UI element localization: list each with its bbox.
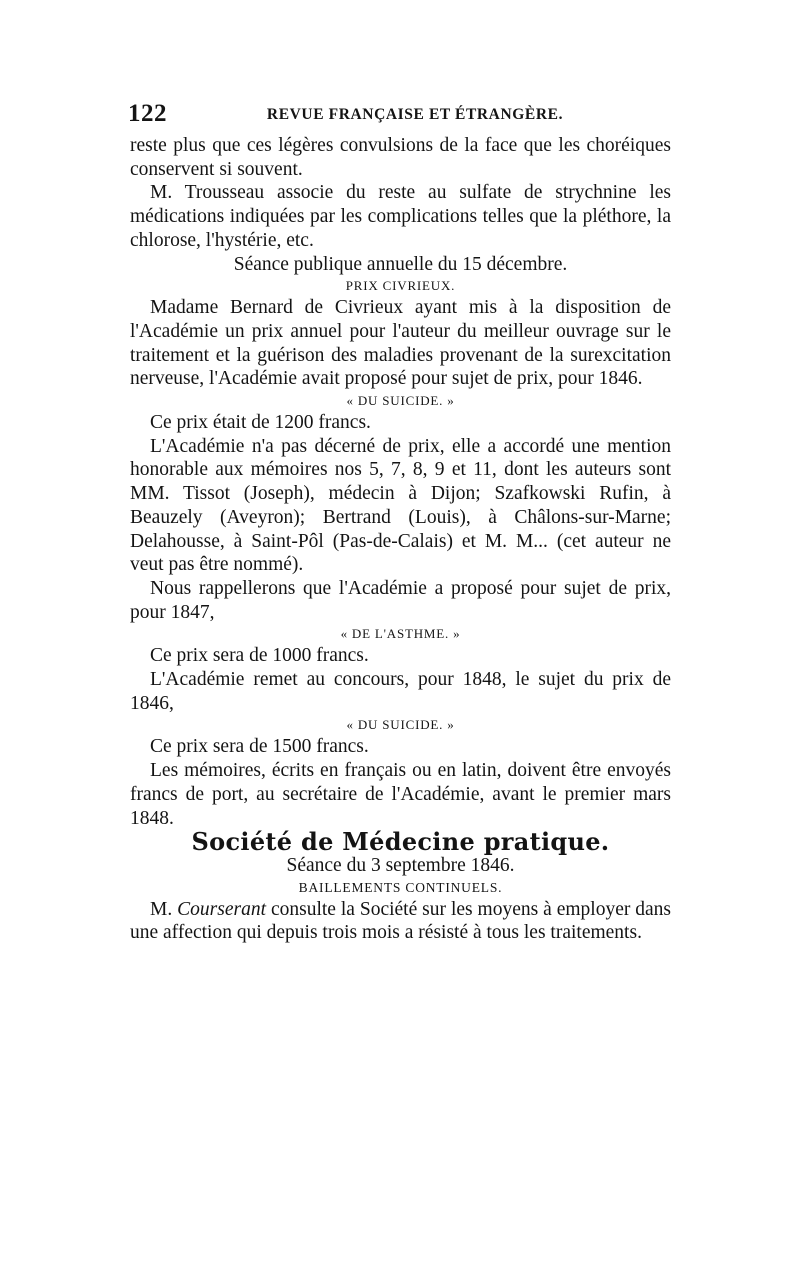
session-date: Séance du 3 septembre 1846. bbox=[286, 854, 515, 876]
paragraph: Ce prix sera de 1000 francs. bbox=[150, 645, 369, 667]
paragraph: Madame Bernard de Civrieux ayant mis à la disposition de l'Académie un prix annuel pour l'auteur du meilleur ouvrage sur le traitement et la guérison des maladies provenant de la surexcitation nerveuse, l'Académie avait proposé pour sujet de prix, pour 1846. bbox=[130, 297, 671, 390]
paragraph: reste plus que ces légères convulsions de la face que les choréiques conservent si souvent. bbox=[130, 135, 671, 180]
person-name: Courserant bbox=[177, 898, 267, 920]
page-body bbox=[130, 134, 671, 945]
page-header bbox=[128, 100, 672, 128]
paragraph bbox=[130, 898, 671, 945]
prize-heading-civrieux: PRIX CIVRIEUX. bbox=[345, 278, 456, 294]
paragraph: Ce prix était de 1200 francs. bbox=[150, 412, 371, 434]
paragraph-prefix: M. bbox=[150, 898, 173, 920]
section-heading-annual-session: Séance publique annuelle du 15 décembre. bbox=[233, 253, 568, 275]
paragraph: L'Académie remet au concours, pour 1848, le sujet du prix de 1846, bbox=[130, 669, 671, 714]
prize-subject-suicide-2: « DU SUICIDE. » bbox=[346, 717, 455, 733]
paragraph: L'Académie n'a pas décerné de prix, elle a accordé une mention honorable aux mémoires nos 5, 7, 8, 9 et 11, dont les auteurs sont MM. Tissot (Joseph), médecin à Dijon; Szafkowski Rufin, à Beauzely (Aveyron); Bertrand (Louis), à Châlons-sur-Marne; Delahousse, à Saint-Pôl (Pas-de-Calais) et M. M... (cet auteur ne veut pas être nommé). bbox=[130, 435, 671, 576]
paragraph: Nous rappellerons que l'Académie a proposé pour sujet de prix, pour 1847, bbox=[130, 577, 671, 623]
paragraph-rest: consulte la Société sur les moyens à employer dans une affection qui depuis trois mois a résisté à tous les traitements. bbox=[130, 898, 672, 944]
running-title: REVUE FRANÇAISE ET ÉTRANGÈRE. bbox=[266, 106, 564, 123]
topic-heading: BAILLEMENTS CONTINUELS. bbox=[298, 879, 503, 895]
prize-subject-suicide: « DU SUICIDE. » bbox=[346, 393, 455, 409]
prize-subject-asthme: « DE L'ASTHME. » bbox=[340, 626, 461, 642]
paragraph: Les mémoires, écrits en français ou en latin, doivent être envoyés francs de port, au secrétaire de l'Académie, avant le premier mars 1848. bbox=[130, 760, 671, 829]
paragraph: Ce prix sera de 1500 francs. bbox=[150, 736, 369, 758]
society-heading: Société de Médecine pratique. bbox=[191, 827, 610, 857]
paragraph: M. Trousseau associe du reste au sulfate de strychnine les médications indiquées par les complications telles que la pléthore, la chlorose, l'hystérie, etc. bbox=[130, 182, 671, 251]
page-number: 122 bbox=[128, 100, 167, 127]
